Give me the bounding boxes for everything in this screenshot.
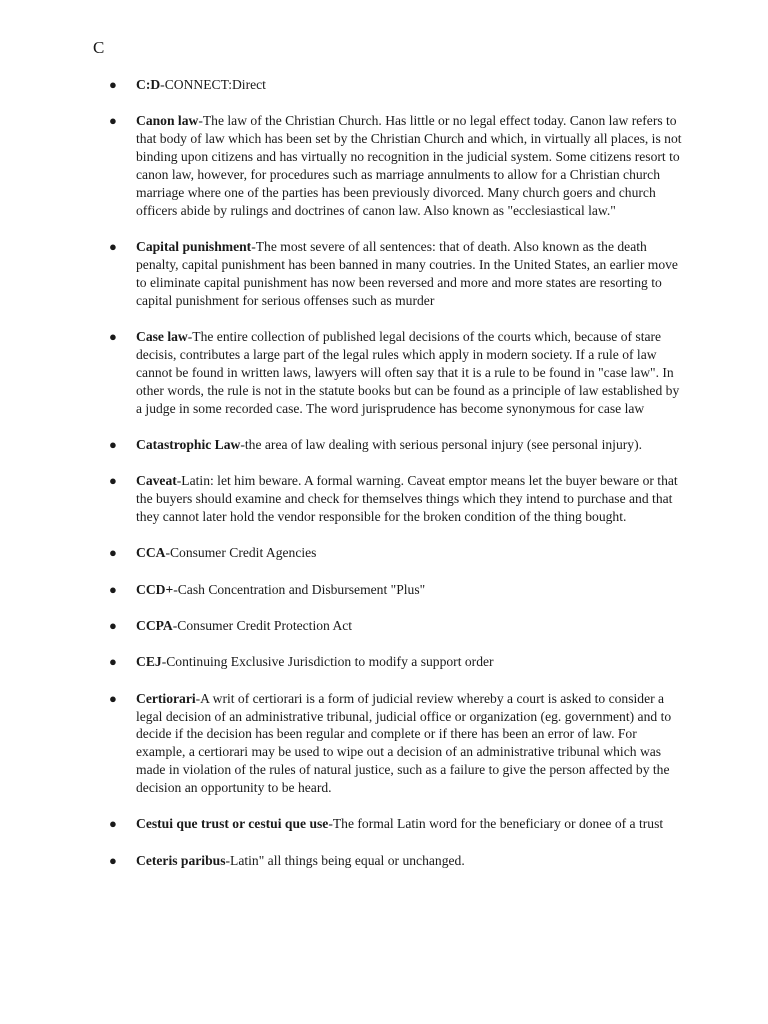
entry-definition: -Latin: let him beware. A formal warning. Caveat emptor means let the buyer beware or that the buyers should examine and check for themselves things which they intend to purchase and that they cannot later hold the vendor responsible for the broken condition of the thing bought. — [136, 473, 678, 525]
entry-term: CCA — [136, 545, 166, 561]
entry-term: Catastrophic Law — [136, 437, 241, 453]
entry-definition: -CONNECT:Direct — [160, 77, 266, 92]
entry-term: Ceteris paribus — [136, 852, 226, 868]
bullet-icon: ● — [109, 654, 117, 670]
glossary-entry — [0, 815, 768, 833]
entry-term: CEJ — [136, 654, 162, 670]
glossary-entry — [0, 581, 768, 599]
bullet-icon: ● — [109, 473, 117, 489]
glossary-entry — [0, 328, 768, 418]
bullet-icon: ● — [109, 852, 117, 868]
entry-term: Certiorari — [136, 690, 196, 706]
entry-term: Caveat — [136, 473, 177, 489]
entry-term: CCPA — [136, 618, 173, 634]
bullet-icon: ● — [109, 437, 117, 453]
section-letter-heading: C — [93, 38, 105, 57]
entry-term: Canon law — [136, 113, 199, 129]
entry-definition: -Latin" all things being equal or unchanged. — [225, 852, 465, 868]
glossary-entry — [0, 544, 768, 562]
entry-term: Capital punishment — [136, 239, 252, 255]
bullet-icon: ● — [109, 581, 117, 597]
bullet-icon: ● — [109, 329, 117, 345]
glossary-entry — [0, 436, 768, 454]
glossary-entry — [0, 472, 768, 526]
bullet-icon: ● — [109, 816, 117, 832]
bullet-icon: ● — [109, 113, 117, 129]
entry-term: Cestui que trust or cestui que use — [136, 816, 329, 832]
glossary-entry — [0, 690, 768, 797]
bullet-icon: ● — [109, 77, 117, 92]
bullet-icon: ● — [109, 239, 117, 255]
entry-definition: -The law of the Christian Church. Has little or no legal effect today. Canon law refers to that body of law which has been set by the Christian Church and which, in virtually all places, is not binding upon citizens and has virtually no recognition in the judicial system. Some citizens resort to canon law, however, for procedures such as marriage annulments to allow for a Christian church marriage where one of the parties has been previously divorced. Many church goers and church officers abide by rulings and doctrines of canon law. Also known as "ecclesiastical law." — [136, 113, 682, 218]
glossary-entry — [0, 76, 768, 94]
entry-term: C:D — [136, 77, 161, 92]
glossary-entry — [0, 112, 768, 219]
entry-term: Case law — [136, 329, 188, 345]
entry-definition: -Continuing Exclusive Jurisdiction to modify a support order — [161, 654, 494, 670]
bullet-icon: ● — [109, 690, 117, 706]
entry-definition: -Consumer Credit Protection Act — [172, 618, 353, 634]
entry-definition: -Cash Concentration and Disbursement "Plus" — [173, 581, 426, 597]
glossary-entry — [0, 617, 768, 635]
glossary-entry — [0, 238, 768, 310]
entry-definition: -The entire collection of published legal decisions of the courts which, because of stare decisis, contributes a large part of the legal rules which apply in modern society. If a rule of law cannot be found in written laws, lawyers will often say that it is a rule to be found in "case law". In other words, the rule is not in the statute books but can be found as a principle of law established by a judge in some recorded case. The word jurisprudence has become synonymous for case law — [136, 329, 680, 416]
glossary-entry — [0, 653, 768, 671]
entry-definition: -A writ of certiorari is a form of judicial review whereby a court is asked to consider a legal decision of an administrative tribunal, judicial office or organization (eg. government) and to decide if the decision has been regular and complete or if there has been an error of law. For example, a certiorari may be used to wipe out a decision of an administrative tribunal which was made in violation of the rules of natural justice, such as a failure to give the person affected by the decision an opportunity to be heard. — [136, 690, 672, 796]
bullet-icon: ● — [109, 618, 117, 634]
entry-term: CCD+ — [136, 581, 174, 597]
bullet-icon: ● — [109, 545, 117, 561]
entry-definition: -The formal Latin word for the beneficiary or donee of a trust — [328, 816, 664, 832]
entry-definition: -Consumer Credit Agencies — [165, 545, 317, 561]
entry-definition: -the area of law dealing with serious personal injury (see personal injury). — [240, 437, 642, 453]
glossary-list — [0, 76, 768, 888]
glossary-entry — [0, 852, 768, 870]
entry-definition: -The most severe of all sentences: that of death. Also known as the death penalty, capital punishment has been banned in many coutries. In the United States, an earlier move to eliminate capital punishment has now been reversed and more and more states are resorting to capital punishment for serious offenses such as murder — [136, 239, 678, 308]
